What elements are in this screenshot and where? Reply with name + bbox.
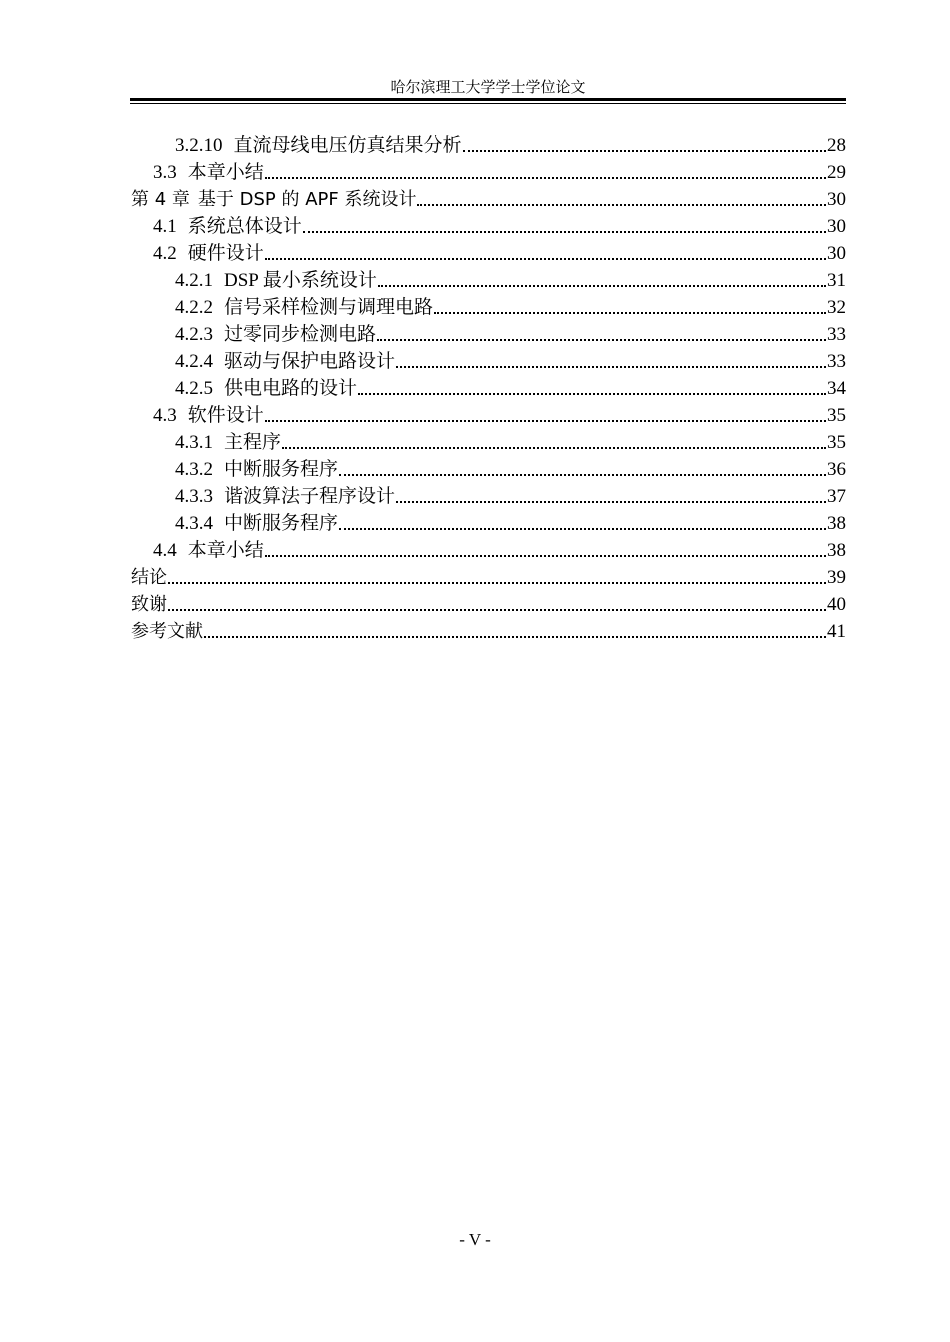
toc-entry[interactable] (131, 132, 846, 159)
toc-entry[interactable] (131, 159, 846, 186)
toc-entry[interactable] (131, 294, 846, 321)
toc-entry-title: 信号采样检测与调理电路 (224, 297, 434, 318)
toc-entry-number: 4.1 (153, 216, 177, 237)
toc-entry[interactable] (131, 213, 846, 240)
toc-dot-leader (378, 285, 826, 287)
toc-entry-title: 驱动与保护电路设计 (224, 351, 396, 372)
toc-entry[interactable] (131, 429, 846, 456)
toc-dot-leader (265, 258, 826, 260)
toc-entry-title: 主程序 (224, 432, 282, 453)
toc-entry-page: 36 (827, 459, 846, 480)
toc-entry-title: 本章小结 (187, 540, 264, 561)
toc-entry-number: 4.4 (153, 540, 177, 561)
header-rule-thick (130, 98, 846, 101)
toc-entry-number: 4.2.3 (175, 324, 213, 345)
page-header-title: 哈尔滨理工大学学士学位论文 (390, 80, 586, 96)
toc-dot-leader (396, 501, 826, 503)
toc-entry[interactable] (131, 510, 846, 537)
toc-entry-page: 37 (827, 486, 846, 507)
toc-entry[interactable] (131, 618, 846, 645)
toc-dot-leader (204, 636, 826, 638)
toc-entry-page: 32 (827, 297, 846, 318)
toc-entry-number: 4.2.5 (175, 378, 213, 399)
toc-entry-number: 4.2.4 (175, 351, 213, 372)
toc-dot-leader (168, 609, 826, 611)
toc-entry-title: 结论 (131, 567, 167, 588)
toc-entry-page: 39 (827, 567, 846, 588)
toc-entry-number: 3.3 (153, 162, 177, 183)
toc-entry-page: 28 (827, 135, 846, 156)
toc-entry-page: 33 (827, 351, 846, 372)
toc-entry[interactable] (131, 537, 846, 564)
toc-dot-leader (265, 555, 826, 557)
toc-entry-page: 29 (827, 162, 846, 183)
toc-entry-number: 4.2 (153, 243, 177, 264)
toc-dot-leader (303, 231, 826, 233)
toc-entry[interactable] (131, 564, 846, 591)
toc-entry-page: 35 (827, 405, 846, 426)
toc-entry-number: 4.2.1 (175, 270, 213, 291)
toc-entry-number: 4.3.4 (175, 513, 213, 534)
toc-entry[interactable] (131, 456, 846, 483)
header-rule-thin (130, 103, 846, 104)
toc-dot-leader (377, 339, 826, 341)
toc-entry-title: 系统总体设计 (187, 216, 302, 237)
toc-dot-leader (265, 177, 826, 179)
toc-entry-number: 4.3.2 (175, 459, 213, 480)
toc-entry-title: 过零同步检测电路 (224, 324, 377, 345)
toc-entry-title: 中断服务程序 (224, 459, 339, 480)
toc-entry[interactable] (131, 186, 846, 213)
table-of-contents (131, 132, 846, 645)
page-number: - V - (459, 1230, 491, 1249)
toc-entry[interactable] (131, 267, 846, 294)
toc-entry-page: 30 (827, 243, 846, 264)
toc-entry-number: 第 4 章 (131, 189, 190, 210)
toc-entry-title: 谐波算法子程序设计 (224, 486, 396, 507)
toc-entry-page: 41 (827, 621, 846, 642)
toc-entry[interactable] (131, 375, 846, 402)
toc-entry-title: 硬件设计 (187, 243, 264, 264)
toc-dot-leader (434, 312, 826, 314)
toc-entry-page: 38 (827, 540, 846, 561)
toc-dot-leader (339, 528, 826, 530)
toc-entry-number: 4.2.2 (175, 297, 213, 318)
toc-dot-leader (282, 447, 826, 449)
toc-entry-number: 3.2.10 (175, 135, 223, 156)
toc-entry-number: 4.3.3 (175, 486, 213, 507)
toc-entry[interactable] (131, 591, 846, 618)
toc-entry-page: 40 (827, 594, 846, 615)
toc-entry-title: 本章小结 (187, 162, 264, 183)
toc-entry-page: 35 (827, 432, 846, 453)
toc-entry[interactable] (131, 402, 846, 429)
toc-entry[interactable] (131, 240, 846, 267)
toc-entry-page: 34 (827, 378, 846, 399)
toc-dot-leader (463, 150, 826, 152)
toc-entry-title: 供电电路的设计 (224, 378, 358, 399)
toc-entry[interactable] (131, 348, 846, 375)
toc-entry-title: 软件设计 (187, 405, 264, 426)
toc-entry-number: 4.3 (153, 405, 177, 426)
toc-entry[interactable] (131, 321, 846, 348)
toc-entry-page: 33 (827, 324, 846, 345)
toc-entry-page: 38 (827, 513, 846, 534)
toc-entry-page: 30 (827, 189, 846, 210)
toc-dot-leader (168, 582, 826, 584)
toc-entry[interactable] (131, 483, 846, 510)
toc-entry-title: DSP 最小系统设计 (224, 270, 377, 291)
toc-dot-leader (339, 474, 826, 476)
toc-entry-number: 4.3.1 (175, 432, 213, 453)
toc-entry-title: 中断服务程序 (224, 513, 339, 534)
toc-entry-title: 直流母线电压仿真结果分析 (233, 135, 462, 156)
toc-dot-leader (417, 204, 826, 206)
toc-dot-leader (358, 393, 826, 395)
toc-entry-page: 31 (827, 270, 846, 291)
toc-entry-title: 参考文献 (131, 621, 203, 642)
toc-entry-page: 30 (827, 216, 846, 237)
toc-dot-leader (396, 366, 826, 368)
toc-entry-title: 基于 DSP 的 APF 系统设计 (197, 189, 417, 210)
toc-dot-leader (265, 420, 826, 422)
toc-entry-title: 致谢 (131, 594, 167, 615)
